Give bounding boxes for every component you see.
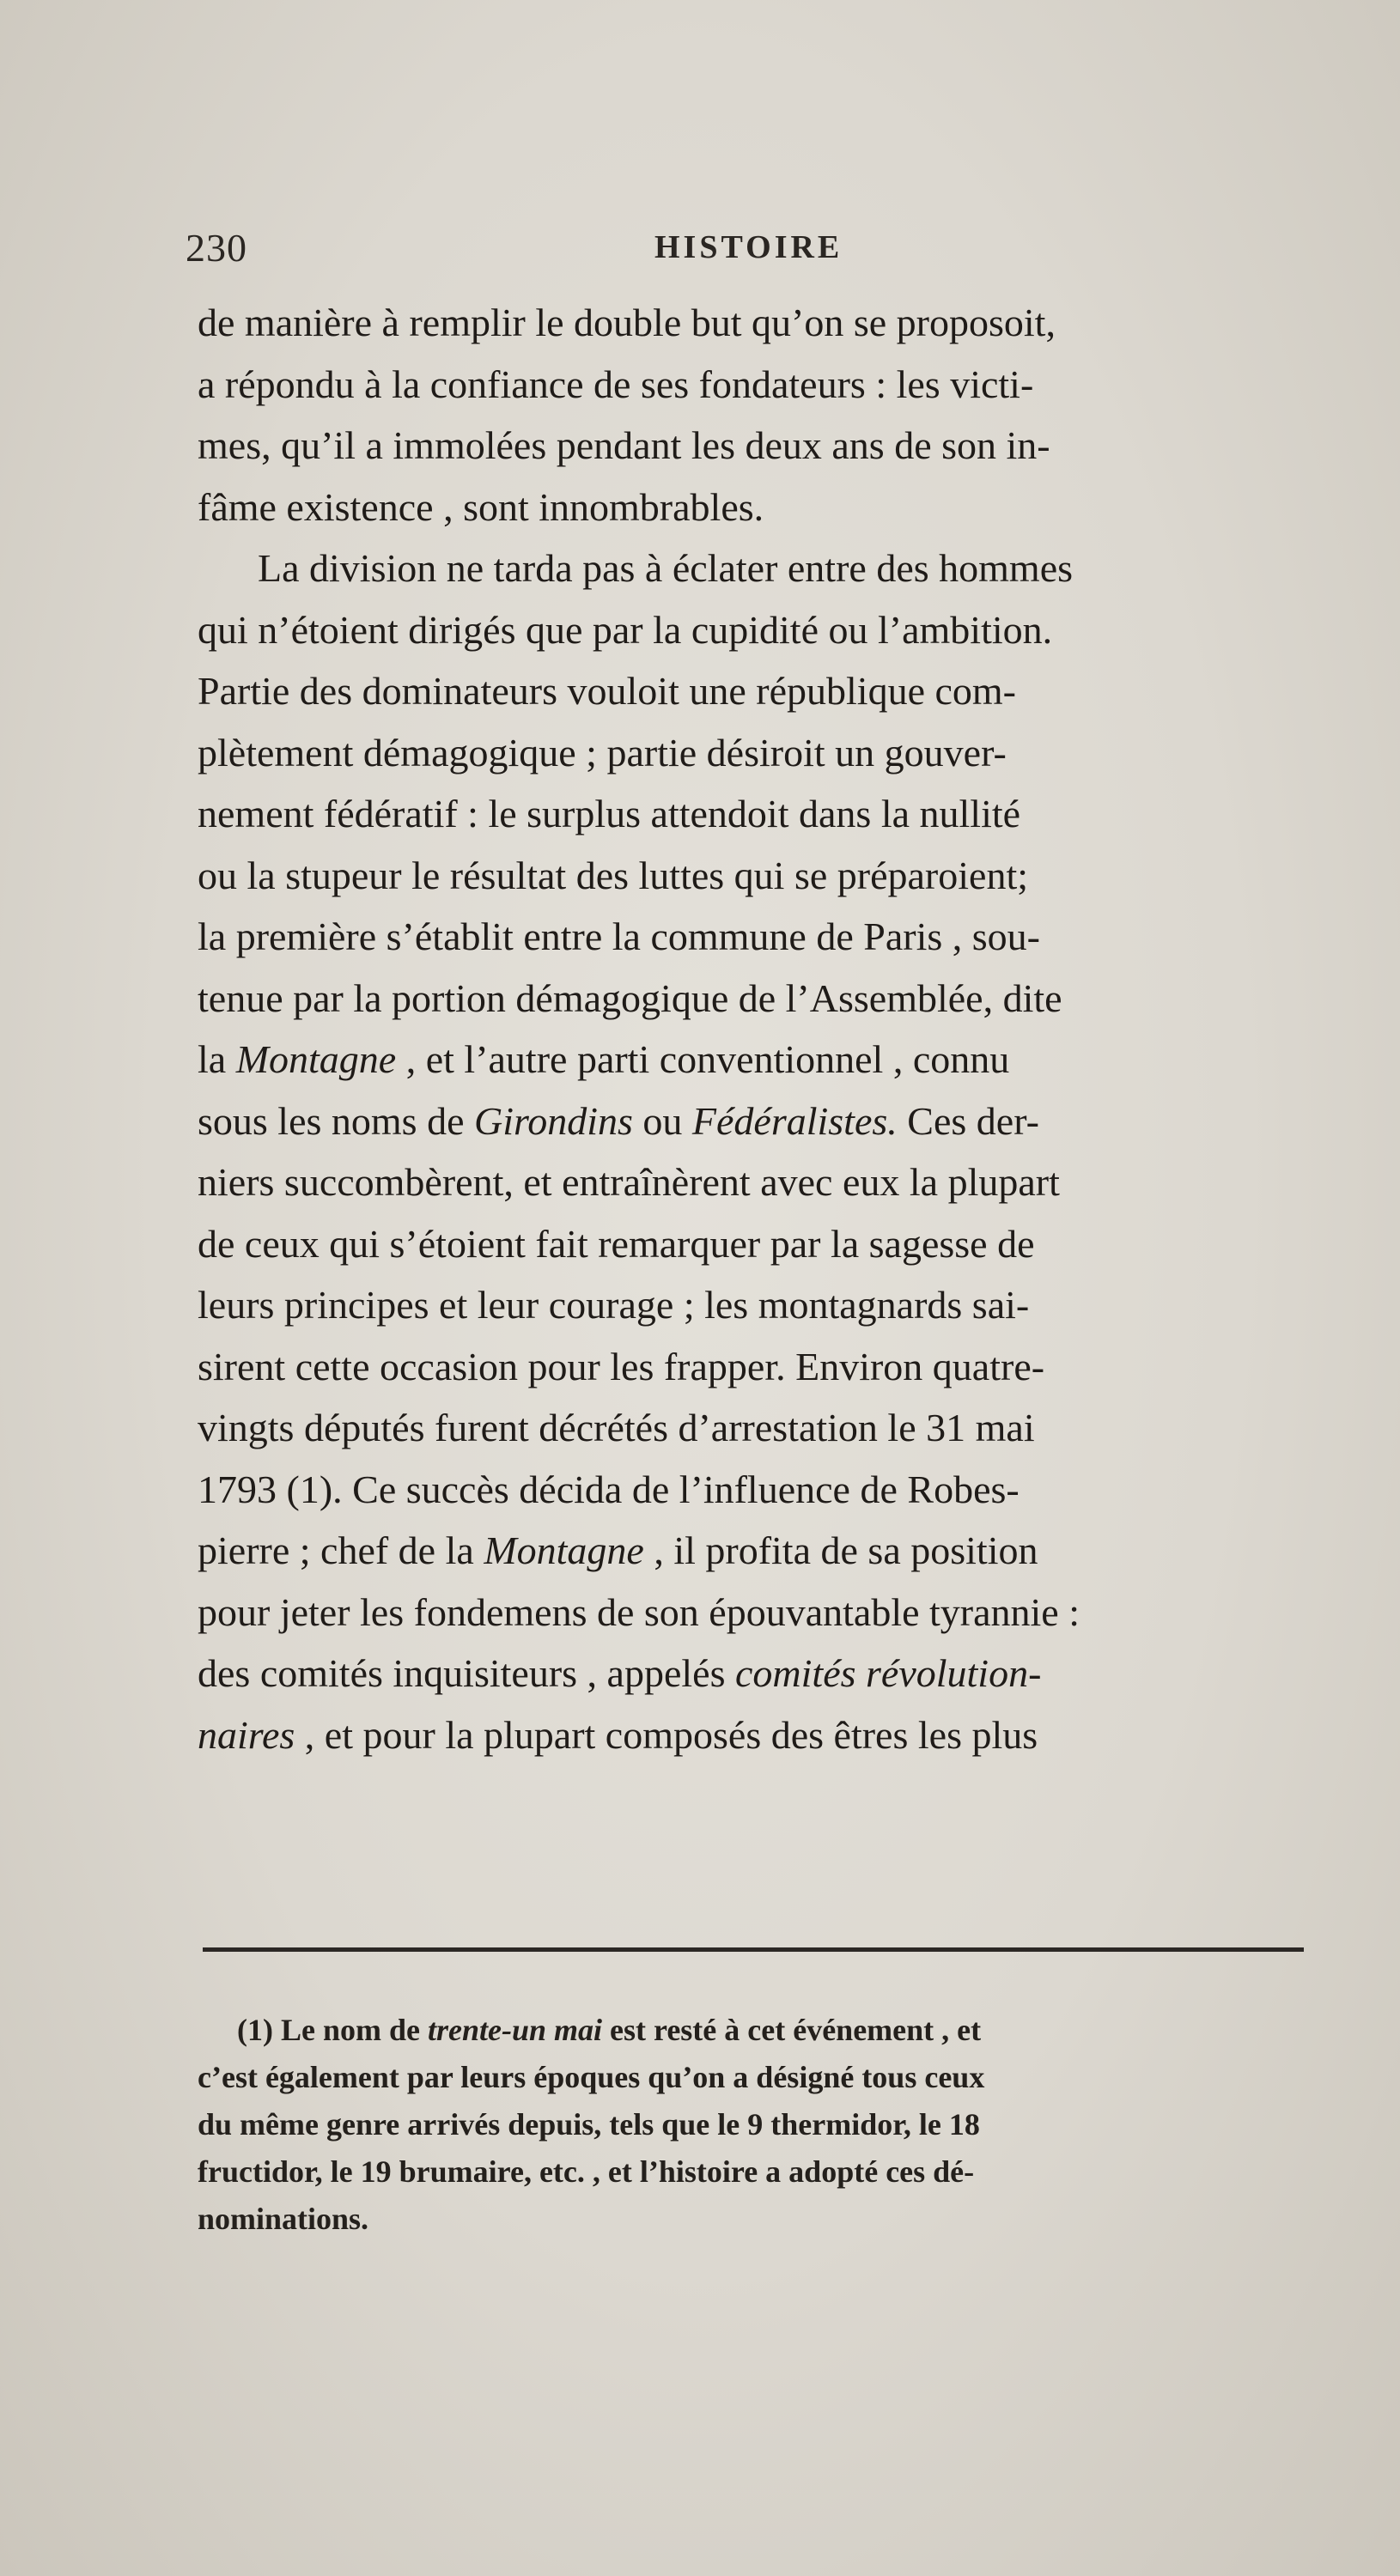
text-line: sous les noms de Girondins ou Fédéralistes. Ces der-	[198, 1098, 1039, 1143]
italic-term: Fédéralistes.	[691, 1098, 898, 1143]
text-line: sirent cette occasion pour les frapper. Environ quatre-	[198, 1344, 1045, 1388]
footnote-marker: (1)	[237, 2013, 273, 2047]
text-line: vingts députés furent décrétés d’arrestation le 31 mai	[198, 1406, 1035, 1449]
running-head: HISTOIRE	[654, 229, 843, 265]
text-line: leurs principes et leur courage ; les montagnards sai-	[198, 1283, 1030, 1327]
text-line: pour jeter les fondemens de son épouvantable tyrannie :	[198, 1589, 1080, 1634]
page-number: 230	[186, 226, 247, 270]
footnote-divider	[203, 1947, 1304, 1952]
footnote-line: nominations.	[198, 2202, 369, 2236]
text-line: 1793 (1). Ce succès décida de l’influence de Robes-	[198, 1467, 1020, 1511]
text-line: qui n’étoient dirigés que par la cupidité ou l’ambition.	[198, 607, 1053, 652]
footnote-line: fructidor, le 19 brumaire, etc. , et l’histoire a adopté ces dé-	[198, 2154, 975, 2189]
italic-term: naires	[198, 1712, 295, 1757]
text-line: la Montagne , et l’autre parti conventionnel , connu	[198, 1037, 1010, 1081]
paragraph-start-line: La division ne tarda pas à éclater entre des hommes	[258, 546, 1074, 590]
text-line: mes, qu’il a immolées pendant les deux ans de son in-	[198, 423, 1050, 467]
text-line: tenue par la portion démagogique de l’Assemblée, dite	[198, 975, 1062, 1020]
text-line: de ceux qui s’étoient fait remarquer par la sagesse de	[198, 1221, 1035, 1266]
footnote-line: (1) Le nom de trente-un mai est resté à cet événement , et	[237, 2013, 982, 2047]
text-line: la première s’établit entre la commune de Paris , sou-	[198, 914, 1040, 958]
italic-term: Montagne	[484, 1528, 644, 1572]
italic-term: Montagne	[235, 1037, 397, 1081]
italic-term: comités révolution-	[735, 1651, 1042, 1695]
text-line: a répondu à la confiance de ses fondateurs : les victi-	[198, 361, 1034, 406]
text-line: de manière à remplir le double but qu’on se proposoit,	[198, 301, 1056, 344]
text-line: naires , et pour la plupart composés des êtres les plus	[198, 1712, 1038, 1757]
footnote-line: du même genre arrivés depuis, tels que le 9 thermidor, le 18	[198, 2107, 980, 2142]
text-line: fâme existence , sont innombrables.	[198, 484, 764, 529]
text-line: pierre ; chef de la Montagne , il profita de sa position	[198, 1528, 1038, 1572]
text-line: ou la stupeur le résultat des luttes qui se préparoient;	[198, 853, 1029, 897]
text-line: des comités inquisiteurs , appelés comités révolution-	[198, 1651, 1042, 1695]
text-line: nement fédératif : le surplus attendoit dans la nullité	[198, 792, 1021, 835]
body-text	[198, 292, 1314, 1765]
text-line: niers succombèrent, et entraînèrent avec eux la plupart	[198, 1160, 1060, 1204]
text-line: Partie des dominateurs vouloit une république com-	[198, 669, 1016, 713]
italic-term: Girondins	[474, 1098, 633, 1143]
italic-term: trente-un mai	[427, 2013, 603, 2047]
page-header	[186, 225, 1302, 276]
footnote-line: c’est également par leurs époques qu’on a désigné tous ceux	[198, 2060, 985, 2094]
text-line: plètement démagogique ; partie désiroit un gouver-	[198, 730, 1007, 775]
footnote	[198, 2007, 1314, 2243]
